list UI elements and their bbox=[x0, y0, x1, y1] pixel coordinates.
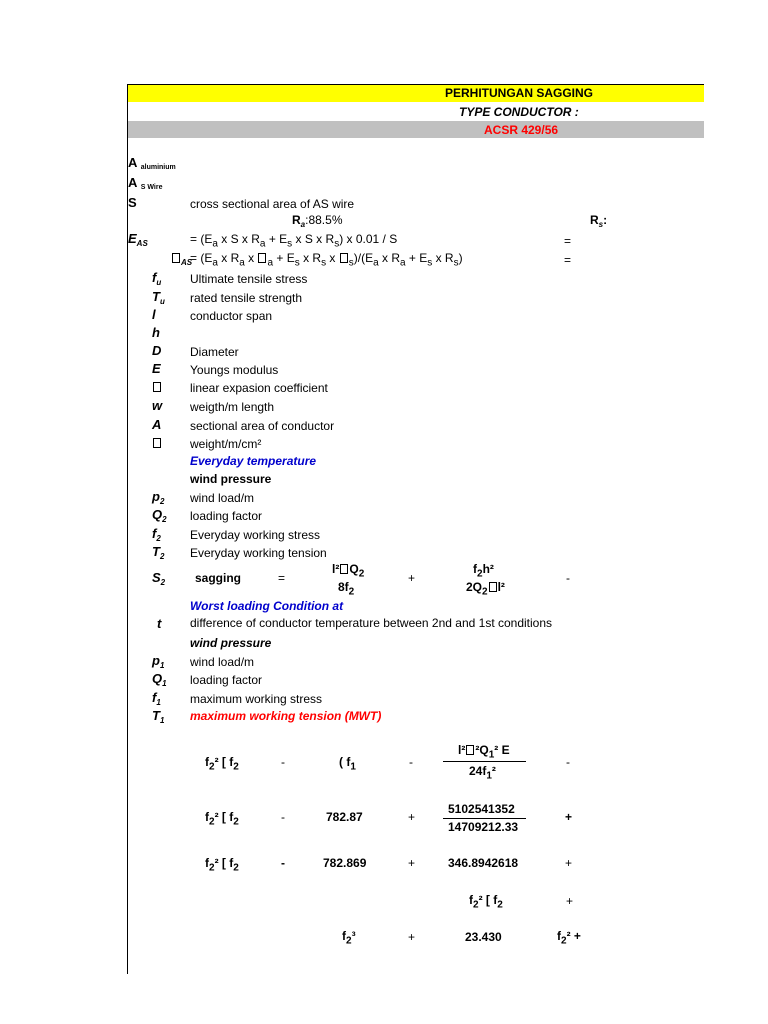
calc2-plus: + bbox=[408, 810, 416, 824]
param-desc-9: weight/m/cm² bbox=[190, 437, 262, 451]
sagging-label: sagging bbox=[195, 571, 242, 585]
worst-desc-0: wind load/m bbox=[190, 655, 255, 669]
t1-symbol: $T_1$ bbox=[152, 708, 165, 725]
calc2-plus2: + bbox=[565, 810, 573, 824]
everyday-desc-1: loading factor bbox=[190, 509, 263, 523]
alpha-glyph-icon bbox=[172, 253, 180, 263]
calc1-fraction-bar bbox=[443, 761, 526, 762]
worst-wind-pressure: wind pressure bbox=[190, 636, 272, 650]
greek-glyph-icon bbox=[153, 438, 161, 448]
calc4-plus: + bbox=[566, 894, 574, 908]
sagging-den2: $2Q_2$ l² bbox=[466, 580, 505, 598]
worst-symbol-0: $p_1$ bbox=[152, 653, 165, 670]
everyday-symbol-1: $Q_2$ bbox=[152, 507, 167, 524]
title-band bbox=[128, 85, 704, 102]
sagging-equals: = bbox=[278, 571, 286, 585]
calc1-minus2: - bbox=[409, 755, 413, 769]
a-swire-symbol: A S Wire bbox=[128, 175, 163, 191]
calc3-minus: - bbox=[281, 856, 285, 870]
conductor-name: ACSR 429/56 bbox=[484, 123, 559, 137]
calc2-numerator: 5102541352 bbox=[448, 802, 515, 816]
t1-description: maximum working tension (MWT) bbox=[190, 709, 382, 723]
sagging-num2: $f_2h^2$ bbox=[473, 562, 494, 580]
param-symbol-4: D bbox=[152, 343, 162, 358]
calc3-value2: 346.8942618 bbox=[448, 856, 519, 870]
calc2-minus: - bbox=[281, 810, 285, 824]
param-symbol-7: w bbox=[152, 398, 163, 413]
sagging-num1: l² $Q_2$ bbox=[332, 562, 365, 580]
param-desc-1: rated tensile strength bbox=[190, 291, 303, 305]
worst-symbol-1: $Q_1$ bbox=[152, 671, 167, 688]
calc2-fraction-bar bbox=[443, 818, 526, 819]
calc3-plus: + bbox=[408, 856, 416, 870]
ra-value: $R_a:88.5\%$ bbox=[292, 213, 343, 229]
eas-equals: = bbox=[564, 234, 572, 248]
calc1-minus3: - bbox=[566, 755, 570, 769]
greek-glyph-icon bbox=[153, 382, 161, 392]
conductor-band bbox=[128, 121, 704, 138]
a-aluminium-symbol: A aluminium bbox=[128, 155, 176, 171]
param-symbol-0: $f_u$ bbox=[152, 270, 162, 287]
s-description: cross sectional area of AS wire bbox=[190, 197, 355, 211]
param-desc-0: Ultimate tensile stress bbox=[190, 272, 308, 286]
calc1-minus: - bbox=[281, 755, 285, 769]
sagging-plus: + bbox=[408, 571, 416, 585]
param-desc-2: conductor span bbox=[190, 309, 273, 323]
t-description: difference of conductor temperature between 2nd and 1st conditions bbox=[190, 616, 553, 630]
alpha-as-formula: = ($E_a$ x $R_a$ x $_a + E_s$ x $R_s$ x $_s)/(E_a$ x $R_a + E_s$ x $R_s$) bbox=[190, 251, 463, 269]
t-symbol: t bbox=[157, 616, 162, 631]
calc3-value: 782.869 bbox=[323, 856, 367, 870]
param-desc-6: linear expasion coefficient bbox=[190, 381, 328, 395]
everyday-wind-pressure: wind pressure bbox=[190, 472, 272, 486]
calc3-plus2: + bbox=[565, 856, 573, 870]
calc1-denominator: $24f_1^2$ bbox=[469, 764, 496, 782]
param-desc-8: sectional area of conductor bbox=[190, 419, 335, 433]
worst-desc-2: maximum working stress bbox=[190, 692, 323, 706]
everyday-desc-2: Everyday working stress bbox=[190, 528, 321, 542]
calc3-lhs: $f_2^2$ [ $f_2$ bbox=[205, 856, 239, 874]
param-desc-7: weigth/m length bbox=[190, 400, 275, 414]
everyday-symbol-0: $p_2$ bbox=[152, 489, 165, 506]
param-symbol-8: A bbox=[152, 417, 162, 432]
rs-label: $R_s$: bbox=[590, 213, 608, 229]
param-symbol-6 bbox=[152, 380, 162, 394]
param-symbol-3: h bbox=[152, 325, 160, 340]
calc2-lhs: $f_2^2$ [ $f_2$ bbox=[205, 810, 239, 828]
alpha-as-symbol: AS bbox=[171, 251, 192, 270]
param-symbol-2: l bbox=[152, 307, 156, 322]
calc1-lhs: $f_2^2$ [ $f_2$ bbox=[205, 755, 239, 773]
calc4-lhs: $f_2^2$ [ $f_2$ bbox=[469, 893, 503, 911]
calc5-plus: + bbox=[408, 930, 416, 944]
type-conductor-label: TYPE CONDUCTOR : bbox=[459, 105, 579, 119]
everyday-symbol-3: $T_2$ bbox=[152, 544, 165, 561]
worst-symbol-2: $f_1$ bbox=[152, 690, 161, 707]
calc1-f1: ( $f_1$ bbox=[339, 755, 356, 773]
sagging-minus: - bbox=[566, 571, 570, 585]
column-border bbox=[127, 84, 128, 974]
param-symbol-1: $T_u$ bbox=[152, 289, 165, 306]
calc5-value: 23.430 bbox=[465, 930, 502, 944]
worst-desc-1: loading factor bbox=[190, 673, 263, 687]
everyday-desc-0: wind load/m bbox=[190, 491, 255, 505]
sagging-den1: $8f_2$ bbox=[338, 580, 355, 598]
calc2-denominator: 14709212.33 bbox=[448, 820, 519, 834]
everyday-symbol-2: $f_2$ bbox=[152, 526, 161, 543]
eas-symbol: $E_{AS}$ bbox=[128, 231, 148, 248]
param-desc-4: Diameter bbox=[190, 345, 239, 359]
param-desc-5: Youngs modulus bbox=[190, 363, 279, 377]
s2-symbol: $S_2$ bbox=[152, 570, 166, 587]
calc5-f2-cubed: $f_2^3$ bbox=[342, 929, 356, 947]
sheet-title: PERHITUNGAN SAGGING bbox=[445, 86, 594, 100]
eas-formula: = ($E_a$ x S x $R_a + E_s$ x S x $R_s$) x 0.01 / S bbox=[190, 232, 398, 250]
everyday-desc-3: Everyday working tension bbox=[190, 546, 327, 560]
calc5-f2-squared: $f_2^2$ + bbox=[557, 929, 581, 947]
worst-heading: Worst loading Condition at bbox=[190, 599, 344, 613]
calc2-value: 782.87 bbox=[326, 810, 363, 824]
s-symbol: S bbox=[128, 195, 137, 210]
everyday-heading: Everyday temperature bbox=[190, 454, 317, 468]
param-symbol-9 bbox=[152, 436, 162, 450]
alpha-as-equals: = bbox=[564, 253, 572, 267]
calc1-numerator: l² $^2Q_1^2$ E bbox=[458, 743, 510, 761]
param-symbol-5: E bbox=[152, 361, 161, 376]
